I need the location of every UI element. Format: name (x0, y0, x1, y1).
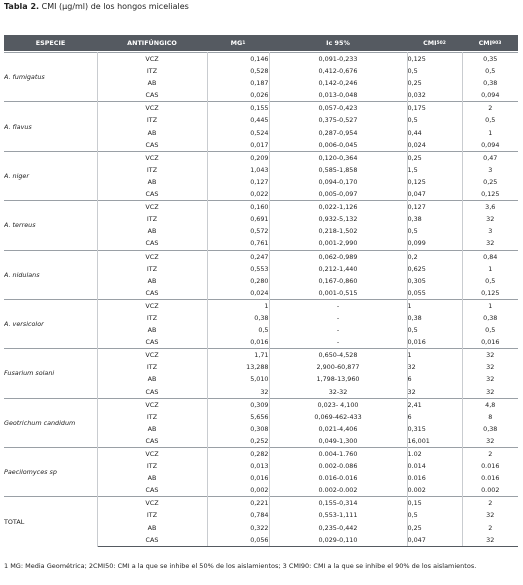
mg-cell: 0,5 (207, 324, 269, 336)
cmi90-cell: 2 (462, 448, 518, 461)
mg-cell: 1,043 (207, 164, 269, 176)
antifungal-cell: VCZ (97, 448, 207, 461)
mg-cell: 0,013 (207, 460, 269, 472)
cmi90-cell: 0,5 (485, 326, 496, 335)
ic95-cell: 0,167-0,860 (269, 275, 407, 287)
cmi90-cell: 0,5 (485, 276, 496, 285)
mg-cell: 0,445 (207, 114, 269, 126)
caption-label: Tabla 2. (4, 2, 40, 11)
antifungal-cell: CAS (97, 435, 207, 448)
ic95-cell: 0,412-0,676 (269, 65, 407, 77)
cmi50-cell: 0,25 (407, 77, 462, 89)
ic95-cell: 0,235-0,442 (269, 522, 407, 534)
cmi90-cell: 32 (462, 534, 518, 547)
antifungal-cell: VCZ (97, 53, 207, 66)
cmi90-cell: 3 (488, 227, 493, 236)
species-cell: A. terreus (4, 201, 97, 250)
cmi90-cell: 0,35 (462, 53, 518, 66)
cmi50-cell: 0,2 (407, 250, 462, 263)
ic95-cell: 0,155-0,314 (269, 497, 407, 510)
mg-cell: 13,288 (207, 361, 269, 373)
cmi50-cell: 0,055 (407, 287, 462, 300)
cmi90-cell: 2 (462, 102, 518, 115)
ic95-cell: - (269, 299, 407, 312)
cmi90-cell: 8 (488, 412, 493, 421)
ic95-cell: 2,900-60,877 (269, 361, 407, 373)
cmi50-cell: 0,016 (407, 336, 462, 349)
cmi90-cell: 32 (486, 375, 495, 384)
mg-cell: 0,247 (207, 250, 269, 263)
mg-cell: 0,026 (207, 89, 269, 102)
mg-cell: 0,524 (207, 127, 269, 139)
mg-cell: 0,127 (207, 176, 269, 188)
cmi50-cell: 0,25 (407, 151, 462, 164)
header-cmi50: CMI 50 2 (423, 39, 446, 47)
cmi50-cell: 0,305 (407, 275, 462, 287)
table-row (4, 349, 518, 362)
cmi50-cell: 0,125 (407, 176, 462, 188)
mg-cell: 0,761 (207, 237, 269, 250)
antifungal-cell: ITZ (97, 164, 207, 176)
mg-cell: 0,146 (207, 53, 269, 66)
cmi90-cell: 0,5 (485, 67, 496, 76)
ic95-cell: 0,005-0,097 (269, 188, 407, 201)
table-row (4, 448, 518, 461)
cmi50-cell: 0,032 (407, 89, 462, 102)
cmi90-cell: 0,125 (481, 288, 500, 297)
cmi50-cell: 0,38 (407, 213, 462, 225)
antifungal-cell: CAS (97, 386, 207, 399)
mg-cell: 0,252 (207, 435, 269, 448)
antifungal-cell: VCZ (97, 349, 207, 362)
cmi90-cell: 2 (488, 523, 493, 532)
mg-cell: 32 (207, 386, 269, 399)
ic95-cell: 0.004-1.760 (269, 448, 407, 461)
mg-cell: 0,155 (207, 102, 269, 115)
ic95-cell: 0,049-1,300 (269, 435, 407, 448)
mg-cell: 5,656 (207, 411, 269, 423)
cmi90-cell: 0.002 (481, 486, 500, 495)
ic95-cell: 1,798-13,960 (269, 373, 407, 385)
mg-cell: 0,282 (207, 448, 269, 461)
cmi50-cell: 1,5 (407, 164, 462, 176)
cmi90-cell: 0.016 (481, 474, 500, 483)
ic95-cell: 0,029-0,110 (269, 534, 407, 547)
ic95-cell: 0,585-1,858 (269, 164, 407, 176)
cmi90-cell: 0,125 (481, 190, 500, 199)
mg-cell: 1 (207, 299, 269, 312)
cmi90-cell: 0,38 (483, 424, 498, 433)
mg-cell: 0,38 (207, 312, 269, 324)
cmi90-cell: 0,25 (483, 177, 498, 186)
cmi90-cell: 32 (486, 387, 495, 396)
antifungal-cell: ITZ (97, 263, 207, 275)
mg-cell: 5,010 (207, 373, 269, 385)
table-row (4, 102, 518, 115)
ic95-cell: 0,650-4,528 (269, 349, 407, 362)
footnote: 1 MG: Media Geométrica; 2CMI50: CMI a la que se inhibe el 50% de los aislamientos; 3 CMI90: CMI a la que se inhibe el 90% de los aislamientos. (4, 562, 477, 570)
table-row (4, 497, 518, 510)
table-row (4, 398, 518, 411)
ic95-cell: 0,069-462-433 (269, 411, 407, 423)
ic95-cell: 0,212-1,440 (269, 263, 407, 275)
antifungal-cell: AB (97, 176, 207, 188)
antifungal-cell: ITZ (97, 361, 207, 373)
cmi90-cell: 0.016 (481, 462, 500, 471)
cmi50-cell: 32 (407, 386, 462, 399)
antifungal-cell: VCZ (97, 201, 207, 214)
ic95-cell: 0,021-4,406 (269, 423, 407, 435)
antifungal-cell: VCZ (97, 250, 207, 263)
antifungal-cell: CAS (97, 188, 207, 201)
antifungal-cell: ITZ (97, 312, 207, 324)
antifungal-cell: ITZ (97, 411, 207, 423)
antifungal-cell: ITZ (97, 213, 207, 225)
cmi90-cell: 1 (488, 264, 493, 273)
ic95-cell: 0.002-0.002 (269, 484, 407, 497)
cmi90-cell: 1 (462, 299, 518, 312)
data-table (4, 52, 518, 547)
ic95-cell: 0,023- 4,100 (269, 398, 407, 411)
cmi50-cell: 1 (407, 299, 462, 312)
cmi90-cell: 3 (488, 165, 493, 174)
mg-cell: 0,309 (207, 398, 269, 411)
cmi50-cell: 0,315 (407, 423, 462, 435)
ic95-cell: 0,091-0,233 (269, 53, 407, 66)
ic95-cell: 0,375-0,527 (269, 114, 407, 126)
species-cell: Geotrichum candidum (4, 398, 97, 447)
ic95-cell: 0,142-0,246 (269, 77, 407, 89)
ic95-cell: 0,062-0,989 (269, 250, 407, 263)
ic95-cell: 0,006-0,045 (269, 139, 407, 152)
caption-text: CMI (µg/ml) de los hongos miceliales (41, 2, 189, 11)
cmi50-cell: 6 (407, 411, 462, 423)
cmi50-cell: 0.002 (407, 484, 462, 497)
species-cell: Fusarium solani (4, 349, 97, 398)
cmi50-cell: 1.02 (407, 448, 462, 461)
mg-cell: 0,221 (207, 497, 269, 510)
ic95-cell: 0,001-2,990 (269, 237, 407, 250)
ic95-cell: 0,553-1,111 (269, 509, 407, 521)
table-caption (4, 2, 189, 12)
mg-cell: 0,024 (207, 287, 269, 300)
mg-cell: 0,002 (207, 484, 269, 497)
antifungal-cell: CAS (97, 287, 207, 300)
header-mg: MG 1 (230, 39, 246, 47)
cmi90-cell: 0,5 (485, 116, 496, 125)
cmi50-cell: 0,175 (407, 102, 462, 115)
mg-cell: 0,553 (207, 263, 269, 275)
antifungal-cell: CAS (97, 237, 207, 250)
mg-cell: 0,022 (207, 188, 269, 201)
cmi50-cell: 16,001 (407, 435, 462, 448)
ic95-cell: 0.002-0.086 (269, 460, 407, 472)
cmi50-cell: 0,38 (407, 312, 462, 324)
antifungal-cell: VCZ (97, 102, 207, 115)
cmi90-cell: 0,38 (483, 79, 498, 88)
mg-cell: 0,017 (207, 139, 269, 152)
cmi90-cell: 32 (486, 239, 495, 248)
antifungal-cell: AB (97, 423, 207, 435)
mg-cell: 0,056 (207, 534, 269, 547)
cmi50-cell: 1 (407, 349, 462, 362)
mg-cell: 0,691 (207, 213, 269, 225)
ic95-cell: 0,120-0,364 (269, 151, 407, 164)
species-cell: A. flavus (4, 102, 97, 151)
antifungal-cell: ITZ (97, 460, 207, 472)
ic95-cell: 0,057-0,423 (269, 102, 407, 115)
cmi90-cell: 1 (488, 128, 493, 137)
antifungal-cell: AB (97, 472, 207, 484)
antifungal-cell: AB (97, 373, 207, 385)
antifungal-cell: CAS (97, 534, 207, 547)
cmi50-cell: 6 (407, 373, 462, 385)
table-header (4, 35, 518, 51)
antifungal-cell: VCZ (97, 299, 207, 312)
antifungal-cell: AB (97, 275, 207, 287)
cmi90-cell: 32 (486, 215, 495, 224)
header-cmi90: CMI 90 3 (478, 39, 502, 47)
mg-cell: 0,187 (207, 77, 269, 89)
ic95-cell: - (269, 312, 407, 324)
table-row (4, 151, 518, 164)
ic95-cell: 0,022-1,126 (269, 201, 407, 214)
mg-cell: 0,784 (207, 509, 269, 521)
cmi50-cell: 0,15 (407, 497, 462, 510)
antifungal-cell: ITZ (97, 114, 207, 126)
cmi90-cell: 0,47 (462, 151, 518, 164)
cmi90-cell: 3,6 (462, 201, 518, 214)
mg-cell: 0,572 (207, 225, 269, 237)
cmi50-cell: 0,047 (407, 188, 462, 201)
ic95-cell: 0,013-0,048 (269, 89, 407, 102)
species-cell: A. nidulans (4, 250, 97, 299)
cmi50-cell: 0,44 (407, 127, 462, 139)
cmi50-cell: 2,41 (407, 398, 462, 411)
ic95-cell: 0.016-0.016 (269, 472, 407, 484)
antifungal-cell: CAS (97, 89, 207, 102)
header-especie: ESPECIE (35, 39, 66, 47)
cmi50-cell: 0,047 (407, 534, 462, 547)
ic95-cell: 0,287-0,954 (269, 127, 407, 139)
table-row (4, 201, 518, 214)
antifungal-cell: AB (97, 522, 207, 534)
table-row (4, 299, 518, 312)
cmi50-cell: 0,25 (407, 522, 462, 534)
species-cell: TOTAL (4, 497, 97, 546)
cmi50-cell: 0,125 (407, 53, 462, 66)
ic95-cell: 0,218-1,502 (269, 225, 407, 237)
cmi50-cell: 0,5 (407, 65, 462, 77)
cmi50-cell: 0,099 (407, 237, 462, 250)
cmi90-cell: 32 (462, 349, 518, 362)
header-ic: Ic 95% (326, 39, 350, 47)
cmi50-cell: 0.016 (407, 472, 462, 484)
cmi50-cell: 0.014 (407, 460, 462, 472)
table-row (4, 53, 518, 66)
antifungal-cell: ITZ (97, 509, 207, 521)
mg-cell: 0,280 (207, 275, 269, 287)
cmi50-cell: 32 (407, 361, 462, 373)
mg-cell: 0,308 (207, 423, 269, 435)
ic95-cell: 32-32 (269, 386, 407, 399)
ic95-cell: - (269, 324, 407, 336)
mg-cell: 1,71 (207, 349, 269, 362)
cmi90-cell: 0,094 (481, 91, 500, 100)
ic95-cell: 0,094-0,170 (269, 176, 407, 188)
cmi90-cell: 0,094 (481, 140, 500, 149)
mg-cell: 0,209 (207, 151, 269, 164)
antifungal-cell: AB (97, 225, 207, 237)
cmi50-cell: 0,5 (407, 509, 462, 521)
antifungal-cell: AB (97, 127, 207, 139)
antifungal-cell: CAS (97, 484, 207, 497)
cmi50-cell: 0,127 (407, 201, 462, 214)
antifungal-cell: VCZ (97, 151, 207, 164)
antifungal-cell: CAS (97, 139, 207, 152)
mg-cell: 0,528 (207, 65, 269, 77)
antifungal-cell: CAS (97, 336, 207, 349)
antifungal-cell: AB (97, 324, 207, 336)
mg-cell: 0,016 (207, 336, 269, 349)
cmi50-cell: 0,625 (407, 263, 462, 275)
species-cell: A. niger (4, 151, 97, 200)
antifungal-cell: AB (97, 77, 207, 89)
species-cell: Paecilomyces sp (4, 448, 97, 497)
mg-cell: 0,322 (207, 522, 269, 534)
cmi50-cell: 0,024 (407, 139, 462, 152)
cmi90-cell: 0,84 (462, 250, 518, 263)
cmi50-cell: 0,5 (407, 114, 462, 126)
cmi90-cell: 2 (462, 497, 518, 510)
ic95-cell: - (269, 336, 407, 349)
mg-cell: 0,016 (207, 472, 269, 484)
antifungal-cell: VCZ (97, 497, 207, 510)
antifungal-cell: ITZ (97, 65, 207, 77)
species-cell: A. fumigatus (4, 53, 97, 102)
cmi90-cell: 32 (486, 363, 495, 372)
table-row (4, 250, 518, 263)
header-antifungico: ANTIFÚNGICO (127, 39, 177, 47)
ic95-cell: 0,001-0,515 (269, 287, 407, 300)
cmi90-cell: 4,8 (462, 398, 518, 411)
mg-cell: 0,160 (207, 201, 269, 214)
cmi50-cell: 0,5 (407, 225, 462, 237)
cmi90-cell: 32 (486, 436, 495, 445)
species-cell: A. versicolor (4, 299, 97, 348)
cmi90-cell: 0,016 (481, 338, 500, 347)
cmi90-cell: 0,38 (483, 313, 498, 322)
cmi90-cell: 32 (486, 511, 495, 520)
ic95-cell: 0,932-5,132 (269, 213, 407, 225)
antifungal-cell: VCZ (97, 398, 207, 411)
cmi50-cell: 0,5 (407, 324, 462, 336)
